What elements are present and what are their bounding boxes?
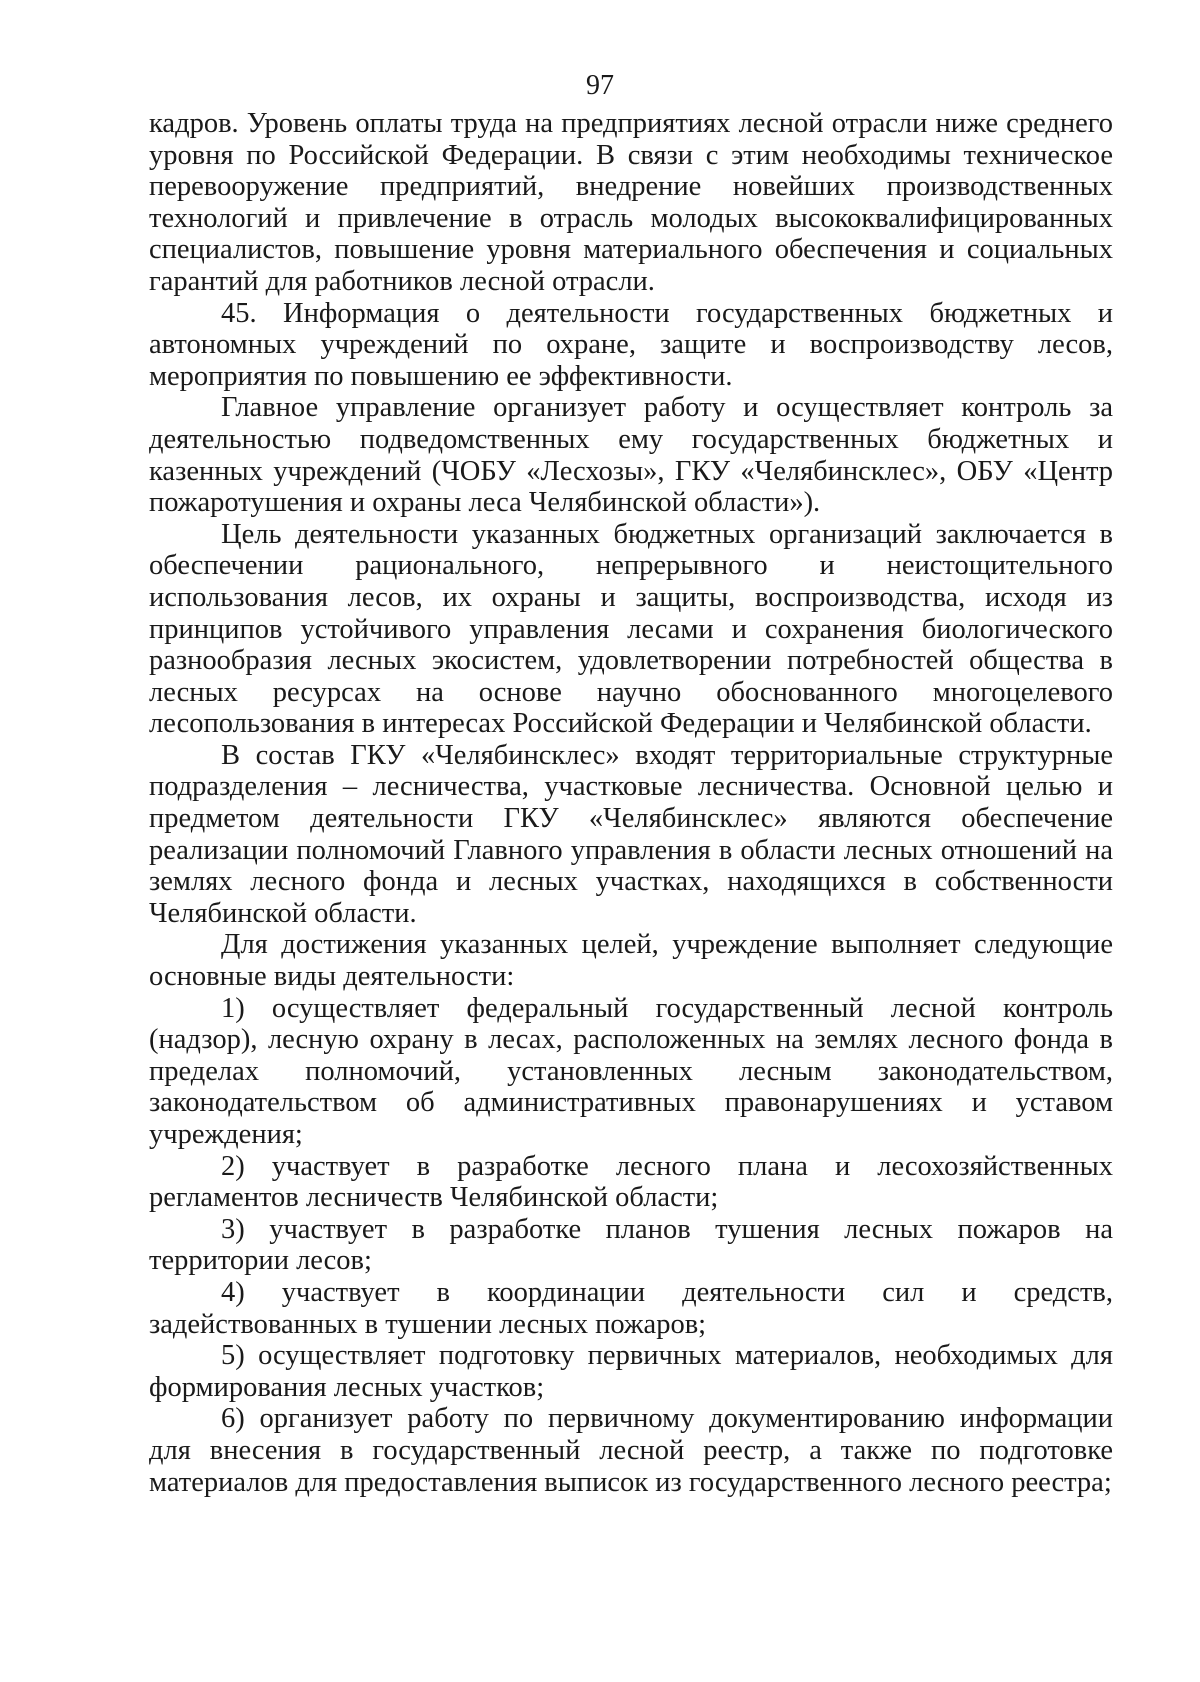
list-item: 5) осуществляет подготовку первичных материалов, необходимых для формирования лесных участков; xyxy=(149,1340,1113,1403)
paragraph-goal: Цель деятельности указанных бюджетных организаций заключается в обеспечении рационального, непрерывного и неистощительного использования лесов, их охраны и защиты, воспроизводства, исходя из принципов устойчивого управления лесами и сохранения биологического разнообразия лесных экосистем, удовлетворении потребностей общества в лесных ресурсах на основе научно обоснованного многоцелевого лесопользования в интересах Российской Федерации и Челябинской области. xyxy=(149,518,1113,740)
document-body xyxy=(149,108,1113,1498)
paragraph-chelyabinskles: В состав ГКУ «Челябинсклес» входят территориальные структурные подразделения – лесничества, участковые лесничества. Основной целью и предметом деятельности ГКУ «Челябинсклес» являются обеспечение реализации полномочий Главного управления в области лесных отношений на землях лесного фонда и лесных участках, находящихся в собственности Челябинской области. xyxy=(149,739,1113,929)
paragraph-activities-intro: Для достижения указанных целей, учреждение выполняет следующие основные виды деятельности: xyxy=(149,929,1113,993)
page-number: 97 xyxy=(586,70,614,101)
list-item: 3) участвует в разработке планов тушения лесных пожаров на территории лесов; xyxy=(149,1213,1113,1277)
paragraph-main-directorate: Главное управление организует работу и осуществляет контроль за деятельностью подведомственных ему государственных бюджетных и казенных учреждений (ЧОБУ «Лесхозы», ГКУ «Челябинсклес», ОБУ «Центр пожаротушения и охраны леса Челябинской области»). xyxy=(149,392,1113,519)
section-45-heading: 45. Информация о деятельности государственных бюджетных и автономных учреждений по охране, защите и воспроизводству лесов, мероприятия по повышению ее эффективности. xyxy=(149,297,1113,392)
list-item: 6) организует работу по первичному документированию информации для внесения в государственный лесной реестр, а также по подготовке материалов для предоставления выписок из государственного лесного реестра; xyxy=(149,1403,1113,1498)
list-item: 4) участвует в координации деятельности сил и средств, задействованных в тушении лесных пожаров; xyxy=(149,1276,1113,1340)
paragraph-continuation: кадров. Уровень оплаты труда на предприятиях лесной отрасли ниже среднего уровня по Российской Федерации. В связи с этим необходимы техническое перевооружение предприятий, внедрение новейших производственных технологий и привлечение в отрасль молодых высококвалифицированных специалистов, повышение уровня материального обеспечения и социальных гарантий для работников лесной отрасли. xyxy=(149,108,1113,297)
list-item: 1) осуществляет федеральный государственный лесной контроль (надзор), лесную охрану в лесах, расположенных на землях лесного фонда в пределах полномочий, установленных лесным законодательством, законодательством об административных правонарушениях и уставом учреждения; xyxy=(149,992,1113,1150)
list-item: 2) участвует в разработке лесного плана и лесохозяйственных регламентов лесничеств Челябинской области; xyxy=(149,1150,1113,1214)
